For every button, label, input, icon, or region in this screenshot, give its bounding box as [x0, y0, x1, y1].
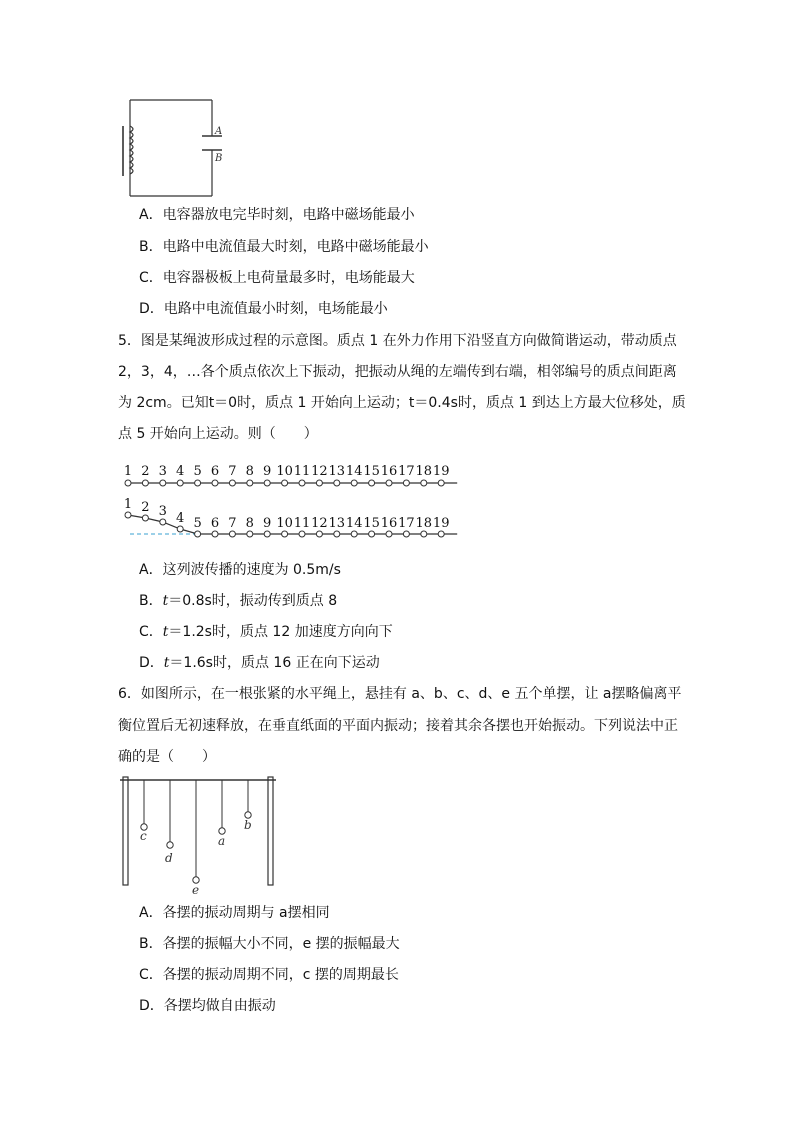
rope-row1-label: 5: [193, 464, 202, 479]
rope-row2-label: 15: [363, 516, 380, 531]
q5-option-b-text: ＝0.8s时，振动传到质点 8: [168, 593, 338, 609]
rope-row2-label: 3: [158, 504, 167, 519]
q5-option-c-prefix: C．: [139, 624, 163, 640]
rope-row2-label: 19: [432, 516, 450, 531]
rope-row1-bead: [160, 480, 166, 486]
q6-stem-line-1: 6．如图所示，在一根张紧的水平绳上，悬挂有 a、b、c、d、e 五个单摆，让 a摆略偏离平: [118, 686, 682, 702]
q6-stem-line-2: 衡位置后无初速释放，在垂直纸面的平面内振动；接着其余各摆也开始振动。下列说法中正: [118, 718, 678, 734]
rope-row2-bead: [351, 531, 357, 537]
q6-option-a: A．各摆的振动周期与 a摆相同: [139, 905, 330, 921]
rope-row2-label: 8: [245, 516, 254, 531]
rope-row2-bead: [299, 531, 305, 537]
rope-row2-label: 4: [176, 511, 185, 526]
rope-row2-label: 13: [328, 516, 346, 531]
q6-option-d: D．各摆均做自由振动: [139, 998, 276, 1014]
q5-option-d-text: ＝1.6s时，质点 16 正在向下运动: [169, 655, 380, 671]
rope-row2-label: 9: [263, 516, 272, 531]
q5-option-c-var: t: [162, 624, 169, 640]
q5-option-a: [139, 560, 341, 580]
rope-row2-label: 11: [293, 516, 311, 531]
rope-row1-label: 8: [245, 464, 254, 479]
rope-row1-bead: [142, 480, 148, 486]
q5-option-d-prefix: D．: [139, 655, 164, 671]
rope-row1-label: 13: [328, 464, 346, 479]
rope-row2-bead: [160, 519, 166, 525]
rope-row1-bead: [264, 480, 270, 486]
rope-row2-label: 18: [415, 516, 433, 531]
rope-row1-label: 4: [176, 464, 185, 479]
rope-row1-bead: [177, 480, 183, 486]
q6-stem-line-3: 确的是（ ）: [118, 749, 216, 765]
q5-option-d: [139, 653, 380, 673]
rope-row2-bead: [369, 531, 375, 537]
rope-row2-label: 6: [210, 516, 220, 531]
rope-row1-bead: [351, 480, 357, 486]
rope-row2-bead: [142, 515, 148, 521]
pendulum-b-label: b: [244, 818, 252, 832]
rope-row1-label: 9: [263, 464, 272, 479]
rope-row1-label: 17: [398, 464, 415, 479]
q6-option-b: B．各摆的振幅大小不同，e 摆的振幅最大: [139, 936, 400, 952]
pendulum-a-label: a: [218, 834, 226, 848]
pendulum-c-label: c: [140, 829, 147, 843]
rope-row2-bead: [125, 512, 131, 518]
q5-stem-line-1: 5．图是某绳波形成过程的示意图。质点 1 在外力作用下沿竖直方向做简谐运动，带动质点: [118, 333, 677, 349]
rope-row2-bead: [229, 531, 235, 537]
rope-row1-label: 11: [293, 464, 311, 479]
plate-b-label: B: [215, 153, 223, 164]
rope-row2-bead: [438, 531, 444, 537]
rope-row1-label: 1: [123, 464, 133, 479]
rope-row1-bead: [438, 480, 444, 486]
rope-row1-label: 2: [141, 464, 150, 479]
pendulum-d-label: d: [165, 851, 173, 865]
q5-stem-line-3: 为 2cm。已知t＝0时，质点 1 开始向上运动；t＝0.4s时，质点 1 到达上方最大位移处，质: [118, 395, 686, 411]
q5-option-c-text: ＝1.2s时，质点 12 加速度方向向下: [168, 624, 393, 640]
rope-row1-label: 15: [363, 464, 380, 479]
q4-option-d: D．电路中电流值最小时刻，电场能最小: [139, 301, 388, 317]
rope-row2-bead: [386, 531, 392, 537]
rope-row1-bead: [195, 480, 201, 486]
q5-option-d-var: t: [163, 655, 170, 671]
rope-row2-label: 1: [123, 497, 133, 512]
rope-row2-label: 2: [141, 500, 150, 515]
q5-option-a-prefix: A．: [139, 562, 163, 578]
rope-row2-bead: [403, 531, 409, 537]
q5-stem-line-4: 点 5 开始向上运动。则（ ）: [118, 426, 318, 442]
q5-option-b-var: t: [162, 593, 169, 609]
rope-row2-label: 7: [228, 516, 237, 531]
rope-row1-bead: [247, 480, 253, 486]
rope-row1-bead: [403, 480, 409, 486]
rope-row1-bead: [299, 480, 305, 486]
rope-row1-label: 18: [415, 464, 433, 479]
rope-row1-bead: [421, 480, 427, 486]
rope-row1-label: 19: [432, 464, 450, 479]
rope-row1-label: 12: [311, 464, 328, 479]
q4-option-b: B．电路中电流值最大时刻，电路中磁场能最小: [139, 239, 429, 255]
rope-row2-label: 14: [345, 516, 363, 531]
rope-row1-bead: [229, 480, 235, 486]
rope-row1-label: 6: [210, 464, 220, 479]
q6-option-c: C．各摆的振动周期不同，c 摆的周期最长: [139, 967, 399, 983]
rope-row1-bead: [282, 480, 288, 486]
rope-row1-label: 3: [158, 464, 167, 479]
rope-row1-bead: [212, 480, 218, 486]
rope-row2-label: 5: [193, 516, 202, 531]
rope-row2-bead: [177, 526, 183, 532]
rope-row2-bead: [247, 531, 253, 537]
rope-row2-bead: [282, 531, 288, 537]
rope-row2-label: 17: [398, 516, 415, 531]
rope-row2-bead: [316, 531, 322, 537]
rope-row2-bead: [195, 531, 201, 537]
plate-a-label: A: [215, 126, 223, 137]
rope-row2-label: 16: [380, 516, 398, 531]
lc-circuit-figure: [118, 98, 228, 198]
q5-option-b: [139, 591, 337, 611]
rope-row2-label: 10: [276, 516, 293, 531]
rope-row1-label: 7: [228, 464, 237, 479]
rope-row1-label: 16: [380, 464, 398, 479]
rope-row1-bead: [369, 480, 375, 486]
rope-row2-bead: [264, 531, 270, 537]
rope-row1-label: 14: [345, 464, 363, 479]
q5-stem-line-2: 2，3，4，…各个质点依次上下振动，把振动从绳的左端传到右端，相邻编号的质点间距离: [118, 364, 677, 380]
pendulum-e-label: e: [192, 883, 200, 897]
q4-option-a: A．电容器放电完毕时刻，电路中磁场能最小: [139, 207, 415, 223]
rope-row1-bead: [334, 480, 340, 486]
q5-option-b-prefix: B．: [139, 593, 163, 609]
rope-row2-bead: [212, 531, 218, 537]
rope-row2-label: 12: [311, 516, 328, 531]
rope-row2-bead: [334, 531, 340, 537]
rope-row1-label: 10: [276, 464, 293, 479]
q4-option-c: C．电容器极板上电荷量最多时，电场能最大: [139, 270, 415, 286]
q5-option-c: [139, 622, 393, 642]
pendulum-figure: [118, 772, 283, 897]
rope-row1-bead: [386, 480, 392, 486]
rope-wave-figure: [118, 460, 468, 545]
q5-option-a-text: 这列波传播的速度为 0.5m/s: [162, 562, 341, 578]
rope-row1-bead: [316, 480, 322, 486]
rope-row2-bead: [421, 531, 427, 537]
rope-row1-bead: [125, 480, 131, 486]
